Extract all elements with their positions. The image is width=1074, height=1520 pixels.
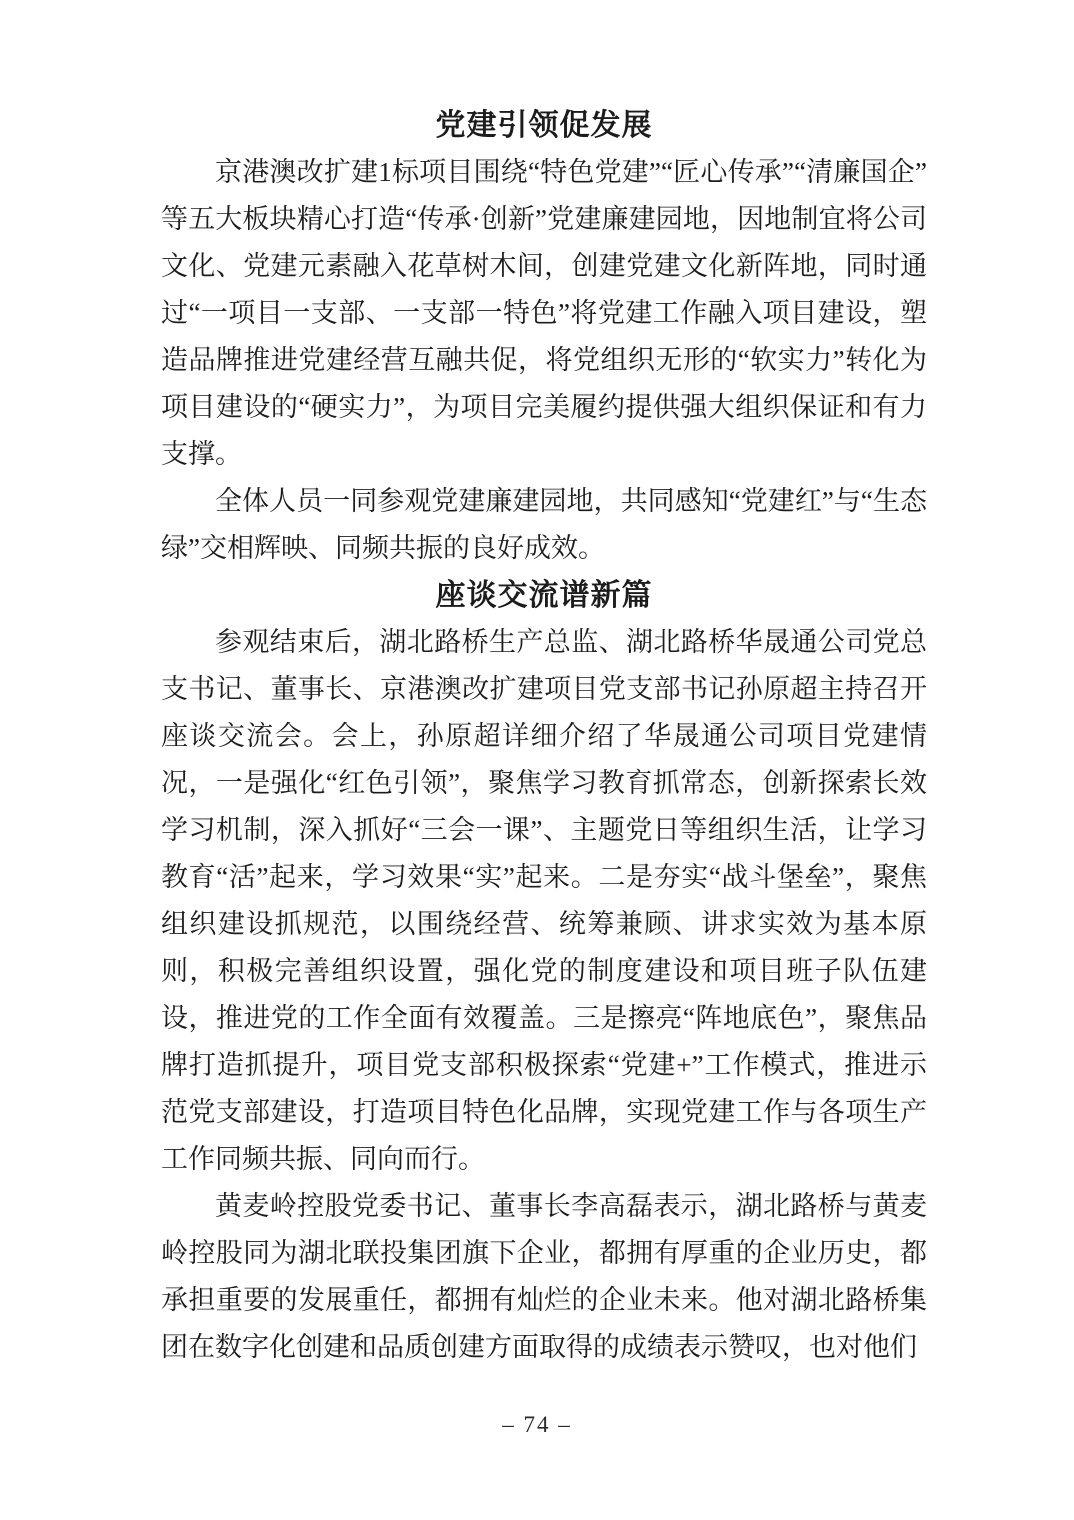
- document-body: [161, 102, 927, 1371]
- paragraph-visit-garden: 全体人员一同参观党建廉建园地，共同感知“党建红”与“生态绿”交相辉映、同频共振的良好成效。: [161, 486, 927, 563]
- paragraph-chairman-remarks: 黄麦岭控股党委书记、董事长李高磊表示，湖北路桥与黄麦岭控股同为湖北联投集团旗下企业，都拥有厚重的企业历史，都承担重要的发展重任，都拥有灿烂的企业未来。他对湖北路桥集团在数字化创建和品质创建方面取得的成绩表示赞叹，也对他们: [161, 1191, 927, 1362]
- page-number: – 74 –: [502, 1412, 572, 1437]
- paragraph-symposium-introduction: 参观结束后，湖北路桥生产总监、湖北路桥华晟通公司党总支书记、董事长、京港澳改扩建项目党支部书记孙原超主持召开座谈交流会。会上，孙原超详细介绍了华晟通公司项目党建情况，一是强化“红色引领”，聚焦学习教育抓常态，创新探索长效学习机制，深入抓好“三会一课”、主题党日等组织生活，让学习教育“活”起来，学习效果“实”起来。二是夯实“战斗堡垒”，聚焦组织建设抓规范，以围绕经营、统筹兼顾、讲求实效为基本原则，积极完善组织设置，强化党的制度建设和项目班子队伍建设，推进党的工作全面有效覆盖。三是擦亮“阵地底色”，聚焦品牌打造抓提升，项目党支部积极探索“党建+”工作模式，推进示范党支部建设，打造项目特色化品牌，实现党建工作与各项生产工作同频共振、同向而行。: [161, 627, 927, 1174]
- section-heading-symposium-new-chapter: 座谈交流谱新篇: [435, 579, 653, 612]
- section-heading-party-building-leads-development: 党建引领促发展: [435, 109, 653, 142]
- paragraph-party-building-garden: 京港澳改扩建1标项目围绕“特色党建”“匠心传承”“清廉国企”等五大板块精心打造“传承·创新”党建廉建园地，因地制宜将公司文化、党建元素融入花草树木间，创建党建文化新阵地，同时通过“一项目一支部、一支部一特色”将党建工作融入项目建设，塑造品牌推进党建经营互融共促，将党组织无形的“软实力”转化为项目建设的“硬实力”，为项目完美履约提供强大组织保证和有力支撑。: [161, 157, 927, 469]
